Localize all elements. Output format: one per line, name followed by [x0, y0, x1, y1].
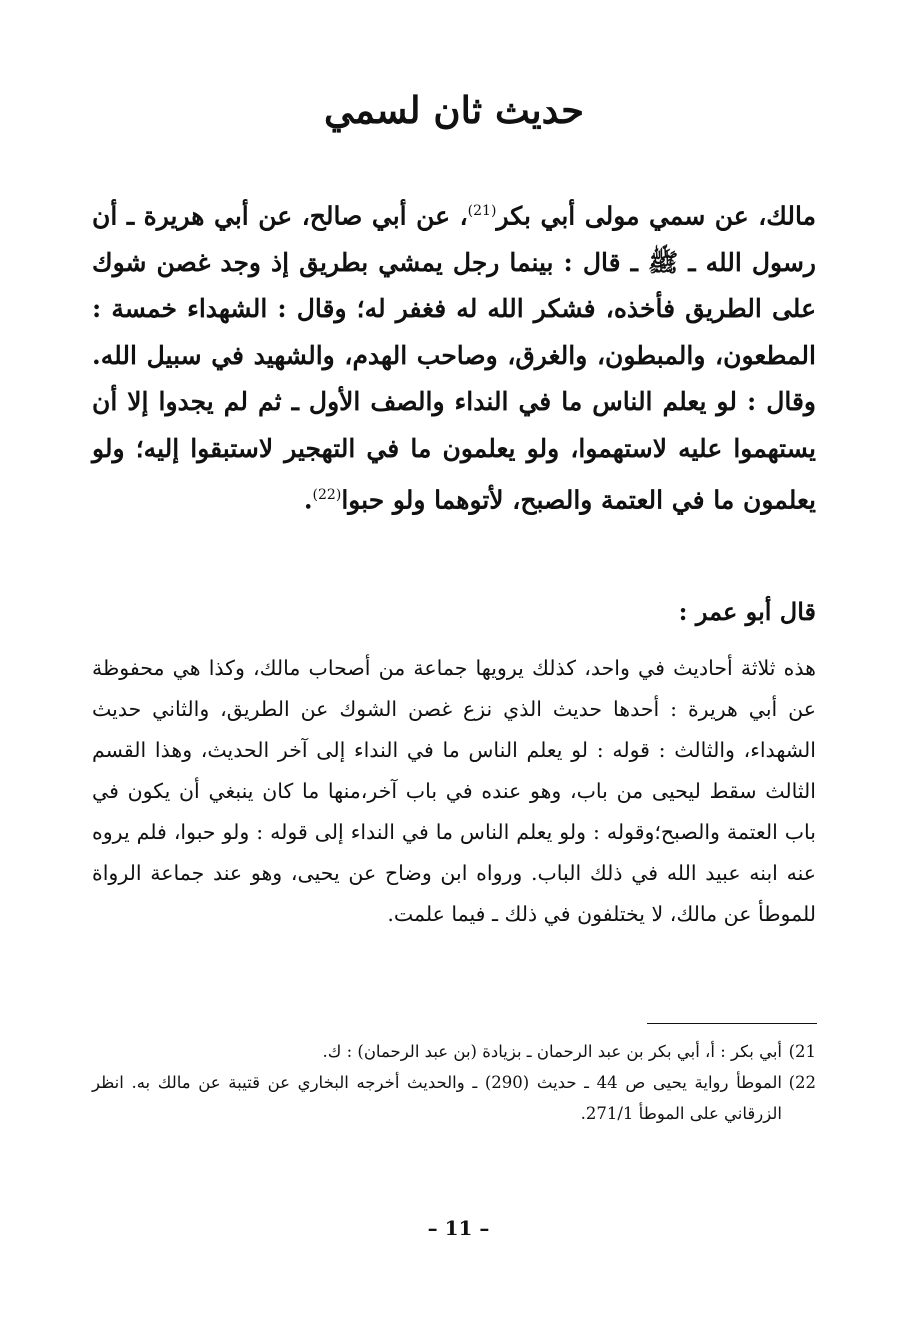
chapter-title: حديث ثان لسمي [324, 88, 584, 132]
hadith-text-start: مالك، عن سمي مولى أبي بكر [496, 201, 817, 231]
page-number: – 11 – [427, 1216, 490, 1240]
footnote-ref-22: (22) [312, 487, 342, 504]
footnote-item [92, 1067, 816, 1129]
hadith-text [92, 188, 816, 524]
footnote-text: أبي بكر : أ، أبي بكر بن عبد الرحمان ـ بزيادة (بن عبد الرحمان) : ك. [322, 1042, 782, 1061]
hadith-text-middle: ، عن أبي صالح، عن أبي هريرة ـ أن رسول الله ـ ﷺ ـ قال : بينما رجل يمشي بطريق إذ وجد غصن شوك على الطريق فأخذه، فشكر الله له فغفر له؛ وقال : الشهداء خمسة : المطعون، والمبطون، والغرق، وصاحب الهدم، والشهيد في سبيل الله. وقال : لو يعلم الناس ما في النداء والصف الأول ـ ثم لم يجدوا إلا أن يستهموا عليه لاستهموا، ولو يعلمون ما في التهجير لاستبقوا إليه؛ ولو يعلمون ما في العتمة والصبح، لأتوهما ولو حبوا [92, 201, 816, 515]
commentary-heading: قال أبو عمر : [678, 597, 816, 627]
footnote-text: الموطأ رواية يحيى ص 44 ـ حديث (290) ـ والحديث أخرجه البخاري عن قتيبة عن مالك به. انظر الزرقاني على الموطأ 271/1. [92, 1073, 782, 1123]
hadith-text-end: . [303, 485, 313, 515]
footnote-item [92, 1036, 816, 1067]
footnotes [92, 1036, 816, 1129]
footnote-number: 22) [788, 1073, 816, 1092]
footnote-divider [647, 1023, 817, 1024]
footnote-ref-21: (21) [467, 203, 497, 219]
commentary-text: هذه ثلاثة أحاديث في واحد، كذلك يرويها جماعة من أصحاب مالك، وكذا هي محفوظة عن أبي هريرة : أحدها حديث الذي نزع غصن الشوك عن الطريق، والثاني حديث الشهداء، والثالث : قوله : لو يعلم الناس ما في النداء إلى آخر الحديث، وهذا القسم الثالث سقط ليحيى من باب، وهو عنده في باب آخر،منها ما كان ينبغي أن يكون في باب العتمة والصبح؛وقوله : ولو يعلم الناس ما في النداء إلى قوله : ولو حبوا، فلم يروه عنه ابنه عبيد الله في ذلك الباب. ورواه ابن وضاح عن يحيى، وهو عند جماعة الرواة للموطأ عن مالك، لا يختلفون في ذلك ـ فيما علمت. [92, 656, 816, 927]
page-body [92, 70, 816, 935]
footnote-number: 21) [788, 1042, 816, 1061]
